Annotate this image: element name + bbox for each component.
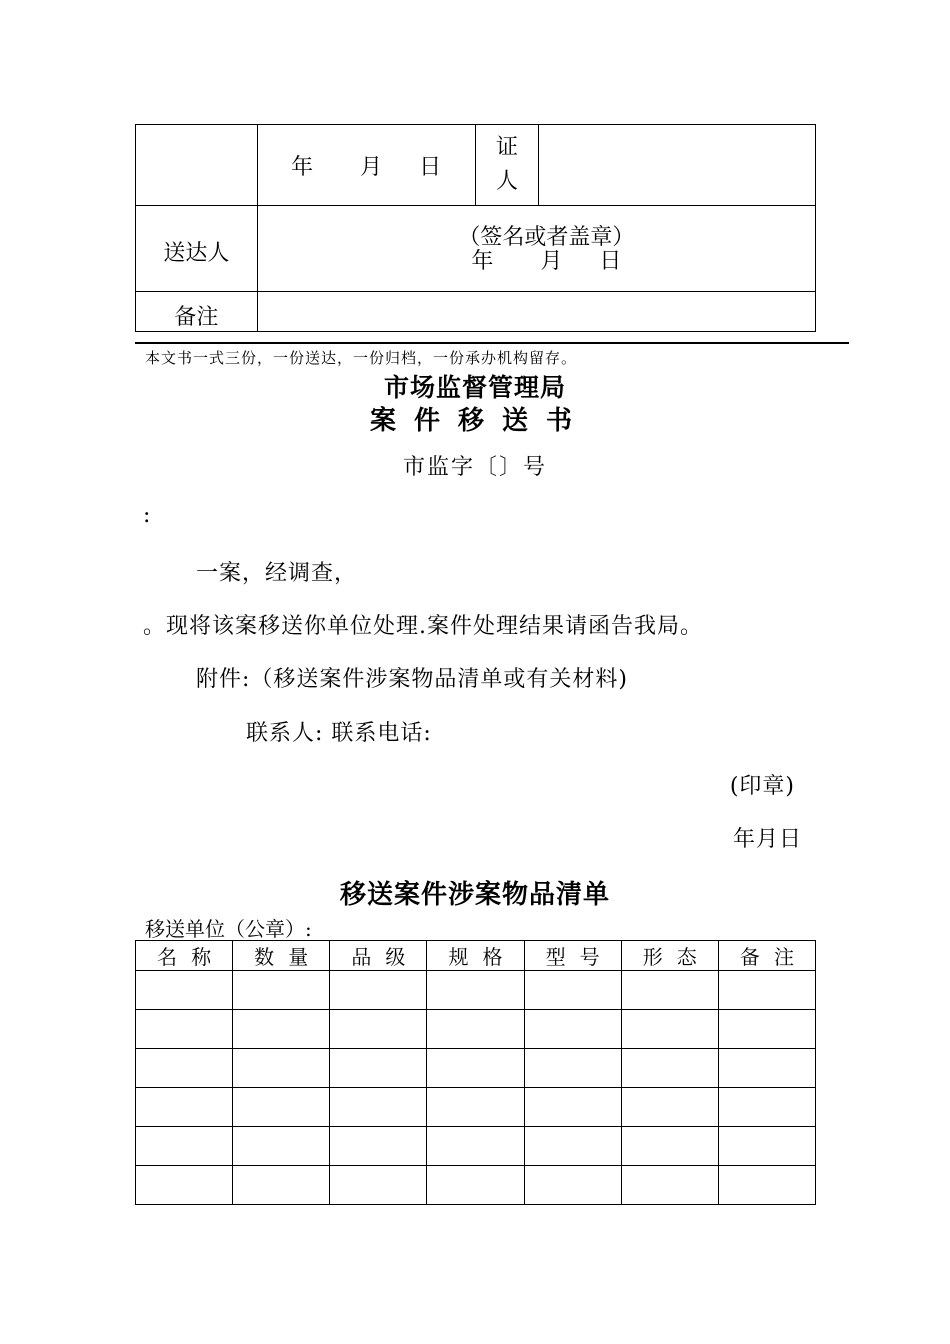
items-table-body <box>136 971 816 1205</box>
table-cell <box>621 1127 718 1166</box>
table-cell <box>524 1166 621 1205</box>
table-cell <box>718 1049 815 1088</box>
blank-cell <box>136 125 258 206</box>
column-header <box>718 941 815 971</box>
sign-note: （签名或者盖章） <box>458 224 635 250</box>
recipient-date-cell <box>257 125 475 206</box>
table-cell <box>330 1166 427 1205</box>
copies-note: 本文书一式三份，一份送达，一份归档，一份承办机构留存。 <box>145 349 578 367</box>
transfer-line: 。现将该案移送你单位处理.案件处理结果请函告我局。 <box>143 614 703 639</box>
table-cell <box>136 1010 233 1049</box>
table-cell <box>621 1088 718 1127</box>
table-cell <box>136 1088 233 1127</box>
table-cell <box>136 1166 233 1205</box>
column-header-char: 量 <box>288 945 309 969</box>
table-cell <box>233 1127 330 1166</box>
date-label: 年月日 <box>732 827 802 852</box>
table-cell <box>524 1049 621 1088</box>
column-header-char: 型 <box>545 945 566 969</box>
table-cell <box>330 1049 427 1088</box>
items-table-header <box>136 941 816 971</box>
table-cell <box>330 1088 427 1127</box>
table-cell <box>524 1010 621 1049</box>
case-line: 一案，经调查， <box>196 561 358 586</box>
seal-label: (印章) <box>729 774 795 799</box>
deliverer-sign-cell <box>257 206 815 292</box>
column-header <box>427 941 524 971</box>
column-header <box>330 941 427 971</box>
table-cell <box>524 1088 621 1127</box>
column-header <box>233 941 330 971</box>
column-header-char: 规 <box>448 945 469 969</box>
table-cell <box>718 971 815 1010</box>
table-cell <box>330 1127 427 1166</box>
table-cell <box>524 1127 621 1166</box>
items-table <box>135 940 816 1205</box>
contact-line: 联系人: 联系电话: <box>246 721 432 746</box>
recipient-date-row <box>136 125 816 206</box>
table-row <box>136 971 816 1010</box>
day-char: 日 <box>419 154 442 180</box>
table-row <box>136 1166 816 1205</box>
document-number: 市监字〔〕号 <box>402 455 547 480</box>
month-char: 月 <box>360 154 383 180</box>
table-cell <box>136 1049 233 1088</box>
addressee-colon: : <box>143 503 152 528</box>
column-header-char: 备 <box>739 945 760 969</box>
table-cell <box>524 971 621 1010</box>
table-cell <box>718 1010 815 1049</box>
deliverer-date: 年 月 日 <box>471 248 622 274</box>
column-header-char: 号 <box>579 945 600 969</box>
column-header-char: 品 <box>351 945 372 969</box>
column-header-char: 级 <box>385 945 406 969</box>
table-cell <box>233 1088 330 1127</box>
table-cell <box>330 971 427 1010</box>
table-cell <box>136 1127 233 1166</box>
column-header-char: 名 <box>157 945 178 969</box>
table-cell <box>621 1166 718 1205</box>
table-row <box>136 1127 816 1166</box>
table-cell <box>427 1010 524 1049</box>
table-row <box>136 1049 816 1088</box>
table-cell <box>233 971 330 1010</box>
table-cell <box>427 1088 524 1127</box>
table-row <box>136 1010 816 1049</box>
witness-label: 证 人 <box>475 125 539 206</box>
table-cell <box>233 1010 330 1049</box>
list-title: 移送案件涉案物品清单 <box>339 880 610 910</box>
section-divider <box>135 342 849 344</box>
table-cell <box>621 971 718 1010</box>
table-cell <box>427 1166 524 1205</box>
table-cell <box>427 1049 524 1088</box>
attachment-line: 附件:（移送案件涉案物品清单或有关材料) <box>196 667 628 692</box>
table-cell <box>233 1049 330 1088</box>
witness-value-cell <box>539 125 816 206</box>
remarks-label: 备注 <box>136 292 258 332</box>
table-cell <box>621 1010 718 1049</box>
column-header-char: 形 <box>642 945 663 969</box>
year-char: 年 <box>291 154 314 180</box>
table-cell <box>136 971 233 1010</box>
table-cell <box>233 1166 330 1205</box>
bureau-title: 市场监督管理局 <box>383 373 566 402</box>
column-header-char: 称 <box>191 945 212 969</box>
table-cell <box>718 1127 815 1166</box>
deliverer-label: 送达人 <box>136 206 258 292</box>
column-header-char: 态 <box>676 945 697 969</box>
table-cell <box>427 971 524 1010</box>
delivery-table <box>135 124 816 332</box>
table-cell <box>330 1010 427 1049</box>
transfer-unit-label: 移送单位（公章）: <box>145 917 312 941</box>
column-header <box>621 941 718 971</box>
document-title: 案件移送书 <box>369 406 590 436</box>
table-cell <box>621 1049 718 1088</box>
column-header-char: 数 <box>254 945 275 969</box>
remarks-row <box>136 292 816 332</box>
table-cell <box>718 1166 815 1205</box>
column-header-char: 注 <box>773 945 794 969</box>
column-header-char: 格 <box>482 945 503 969</box>
column-header <box>136 941 233 971</box>
table-cell <box>427 1127 524 1166</box>
table-row <box>136 1088 816 1127</box>
table-cell <box>718 1088 815 1127</box>
deliverer-row <box>136 206 816 292</box>
remarks-value-cell <box>257 292 815 332</box>
column-header <box>524 941 621 971</box>
